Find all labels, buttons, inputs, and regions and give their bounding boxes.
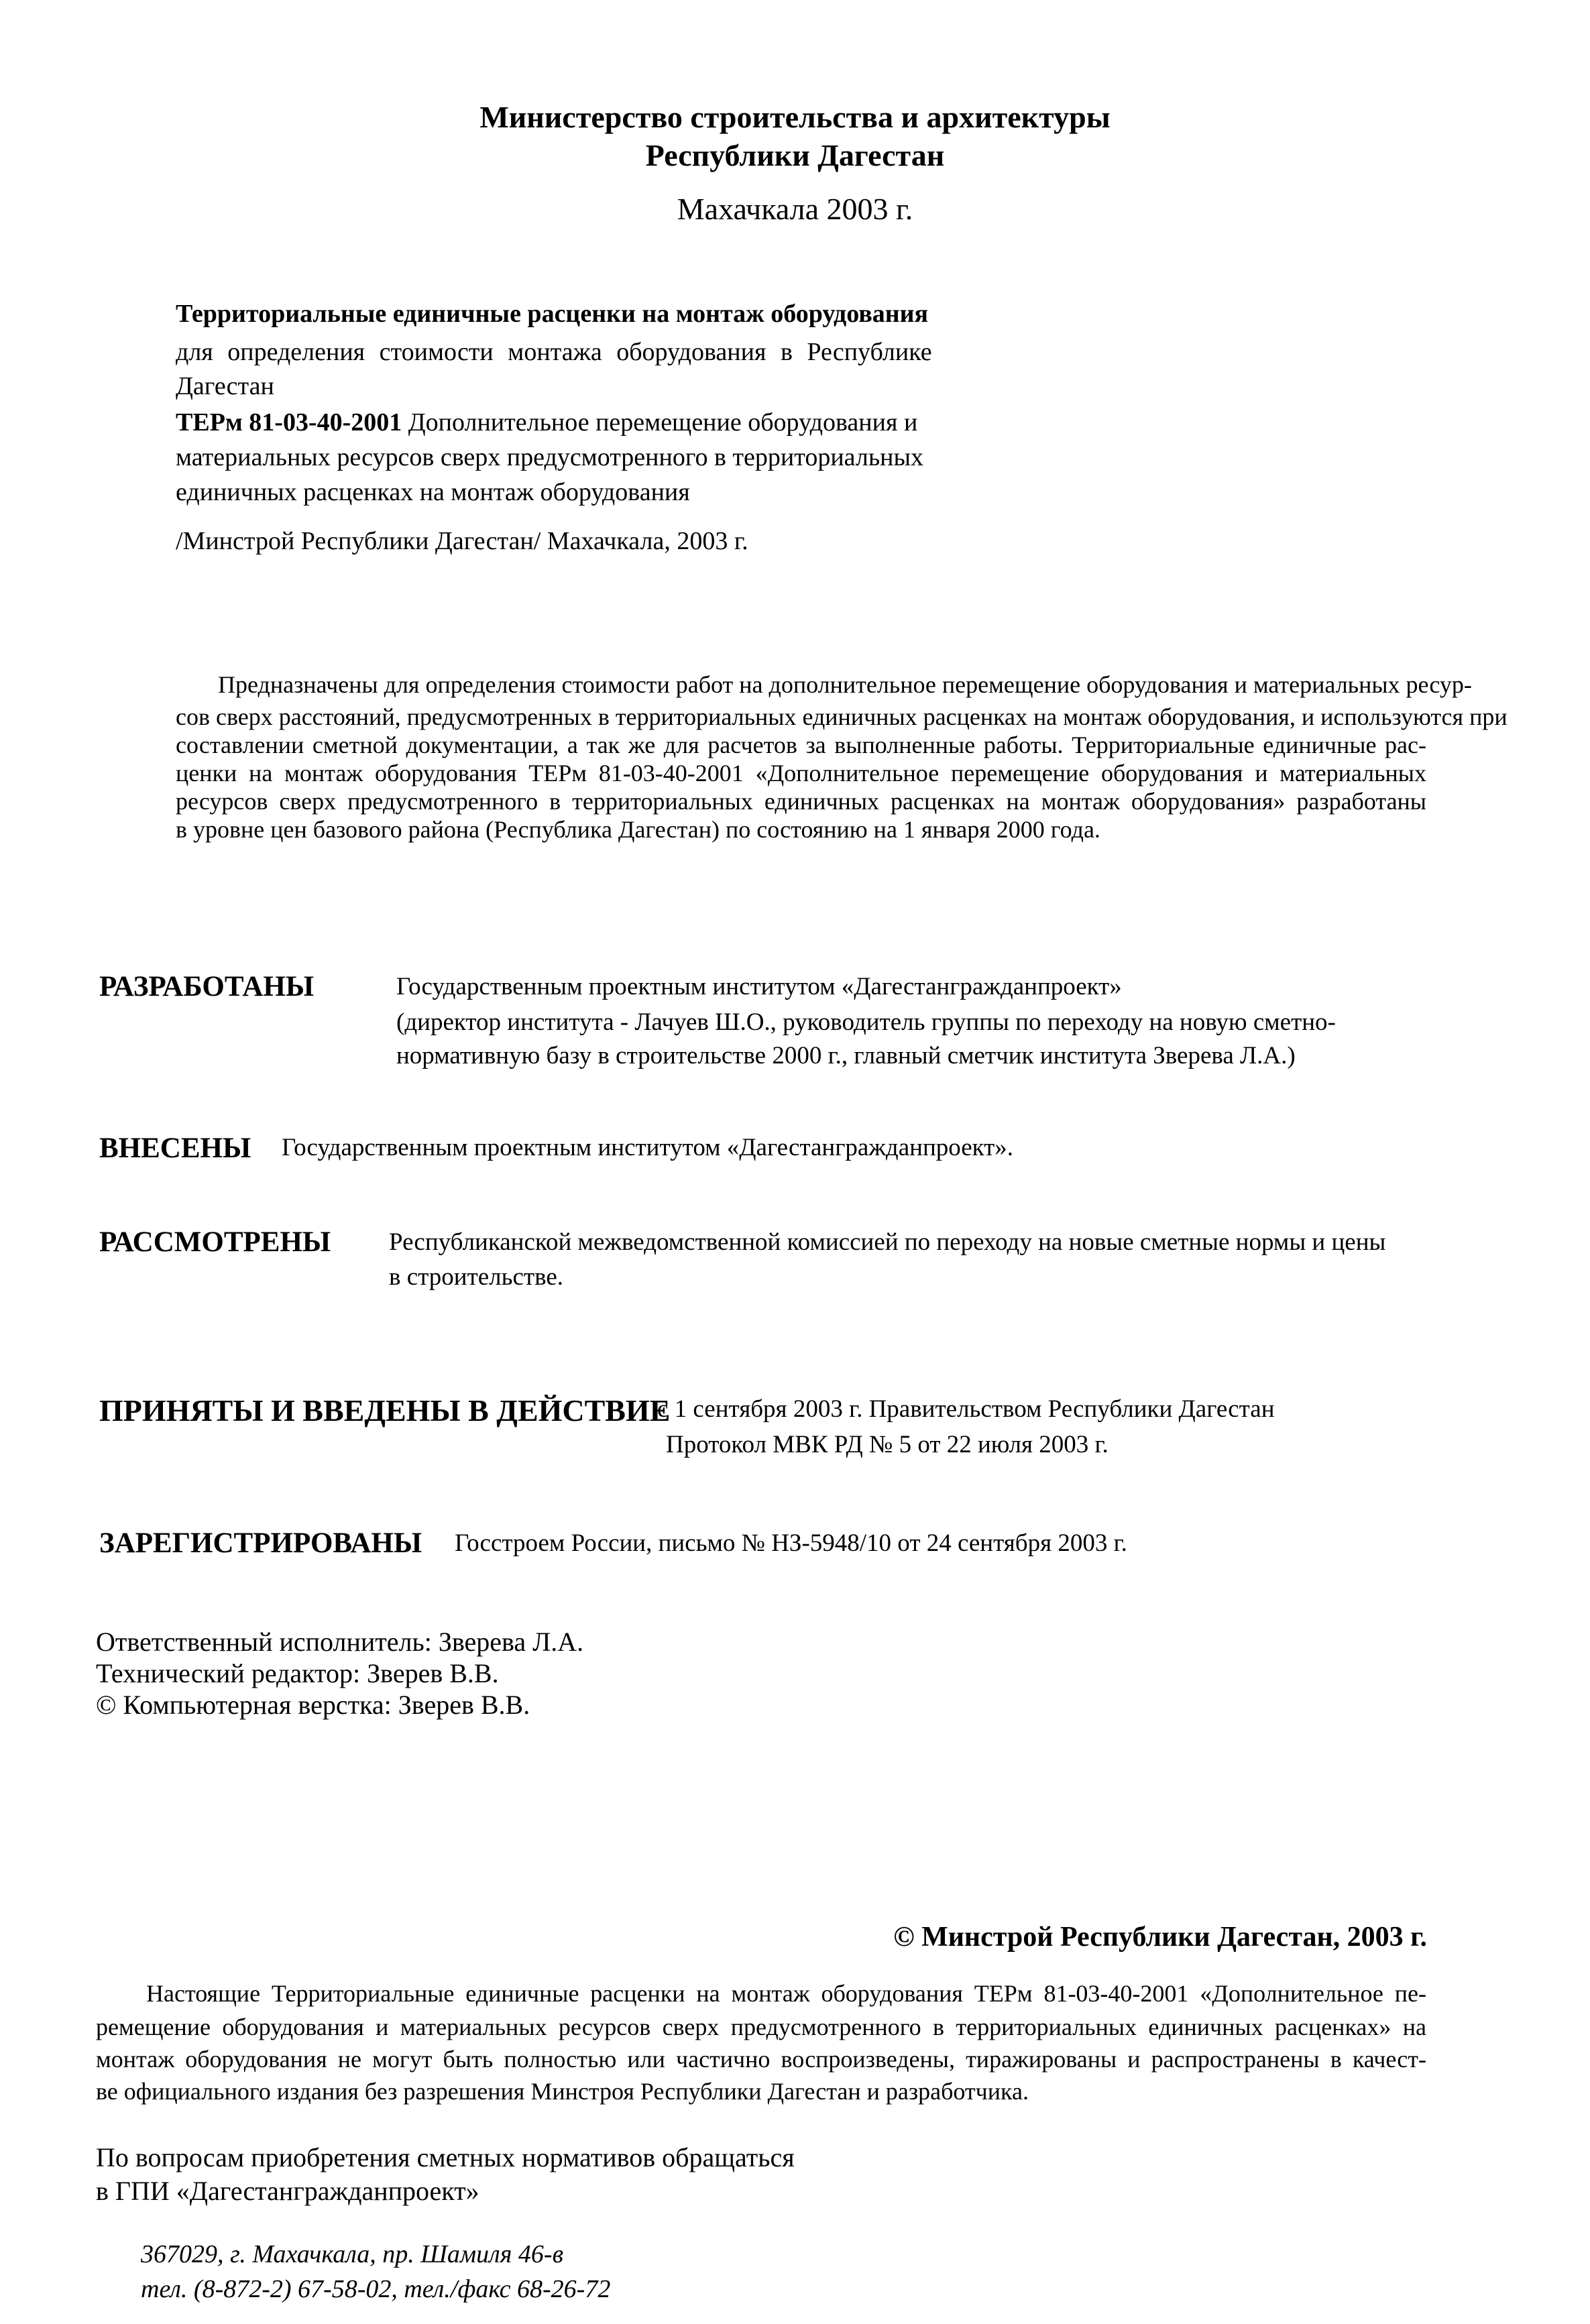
purpose-line: ценки на монтаж оборудования ТЕРм 81-03-40-2001 «Дополнительное перемещение оборудования и материальных — [176, 760, 1426, 787]
purpose-line: сов сверх расстояний, предусмотренных в территориальных единичных расценках на монтаж оборудования, и используются при — [176, 703, 1508, 730]
city-year: Махачкала 2003 г. — [677, 192, 913, 226]
phone: тел. (8-872-2) 67-58-02, тел./факс 68-26-72 — [141, 2275, 611, 2303]
contact-info: По вопросам приобретения сметных нормативов обращаться — [96, 2142, 795, 2172]
notice-line: ремещение оборудования и материальных ресурсов сверх предусмотренного в территориальных единичных расценках» на — [96, 2014, 1426, 2040]
accepted-text: с 1 сентября 2003 г. Правительством Республики Дагестан — [657, 1395, 1275, 1423]
reviewed-label: РАССМОТРЕНЫ — [99, 1226, 331, 1258]
registered-label: ЗАРЕГИСТРИРОВАНЫ — [99, 1527, 422, 1559]
purpose-line: Предназначены для определения стоимости работ на дополнительное перемещение оборудования и материальных ресур- — [218, 671, 1472, 698]
registered-text: Госстроем России, письмо № НЗ-5948/10 от 24 сентября 2003 г. — [455, 1529, 1127, 1557]
submitted-label: ВНЕСЕНЫ — [99, 1132, 251, 1164]
reviewed-text: Республиканской межведомственной комиссией по переходу на новые сметные нормы и цены — [389, 1228, 1386, 1256]
catalog-line: материальных ресурсов сверх предусмотренного в территориальных — [176, 443, 924, 471]
reviewed-text: в строительстве. — [389, 1263, 564, 1291]
catalog-line: единичных расценках на монтаж оборудования — [176, 478, 690, 506]
ministry-title: Министерство строительства и архитектуры — [479, 100, 1111, 134]
credit-editor: Технический редактор: Зверев В.В. — [96, 1658, 499, 1688]
developed-label: РАЗРАБОТАНЫ — [99, 971, 315, 1002]
catalog-line: Дагестан — [176, 372, 274, 400]
purpose-line: ресурсов сверх предусмотренного в территориальных единичных расценках на монтаж оборудования» разработаны — [176, 788, 1426, 815]
catalog-title: Территориальные единичные расценки на монтаж оборудования — [176, 300, 929, 328]
submitted-text: Государственным проектным институтом «Дагестангражданпроект». — [282, 1134, 1014, 1161]
developed-text: нормативную базу в строительстве 2000 г., главный сметчик института Зверева Л.А.) — [396, 1042, 1296, 1069]
credit-responsible: Ответственный исполнитель: Зверева Л.А. — [96, 1627, 584, 1657]
developed-text: Государственным проектным институтом «Дагестангражданпроект» — [396, 973, 1122, 1000]
notice-line: Настоящие Территориальные единичные расценки на монтаж оборудования ТЕРм 81-03-40-2001 «Дополнительное пе- — [146, 1980, 1426, 2007]
accepted-protocol: Протокол МВК РД № 5 от 22 июля 2003 г. — [666, 1431, 1109, 1458]
notice-line: ве официального издания без разрешения Минстроя Республики Дагестан и разработчика. — [96, 2078, 1029, 2105]
notice-line: монтаж оборудования не могут быть полностью или частично воспроизведены, тиражированы и распространены в качест- — [96, 2046, 1426, 2073]
credit-layout: © Компьютерная верстка: Зверев В.В. — [96, 1690, 530, 1720]
purpose-line: составлении сметной документации, а так же для расчетов за выполненные работы. Территориальные единичные рас- — [176, 732, 1426, 758]
catalog-code: ТЕРм 81-03-40-2001 — [176, 408, 402, 437]
catalog-publisher: /Минстрой Республики Дагестан/ Махачкала, 2003 г. — [176, 527, 748, 555]
purpose-line: в уровне цен базового района (Республика Дагестан) по состоянию на 1 января 2000 года. — [176, 816, 1100, 843]
catalog-code-line — [176, 408, 917, 437]
accepted-label: ПРИНЯТЫ И ВВЕДЕНЫ В ДЕЙСТВИЕ — [99, 1393, 671, 1428]
ministry-title-republic: Республики Дагестан — [645, 138, 945, 172]
developed-text: (директор института - Лачуев Ш.О., руководитель группы по переходу на новую сметно- — [396, 1008, 1336, 1036]
catalog-line: для определения стоимости монтажа оборудования в Республике — [176, 338, 932, 366]
catalog-line: Дополнительное перемещение оборудования и — [402, 408, 918, 437]
contact-info: в ГПИ «Дагестангражданпроект» — [96, 2176, 479, 2206]
address: 367029, г. Махачкала, пр. Шамиля 46-в — [141, 2240, 564, 2268]
copyright-notice: © Минстрой Республики Дагестан, 2003 г. — [893, 1922, 1427, 1953]
